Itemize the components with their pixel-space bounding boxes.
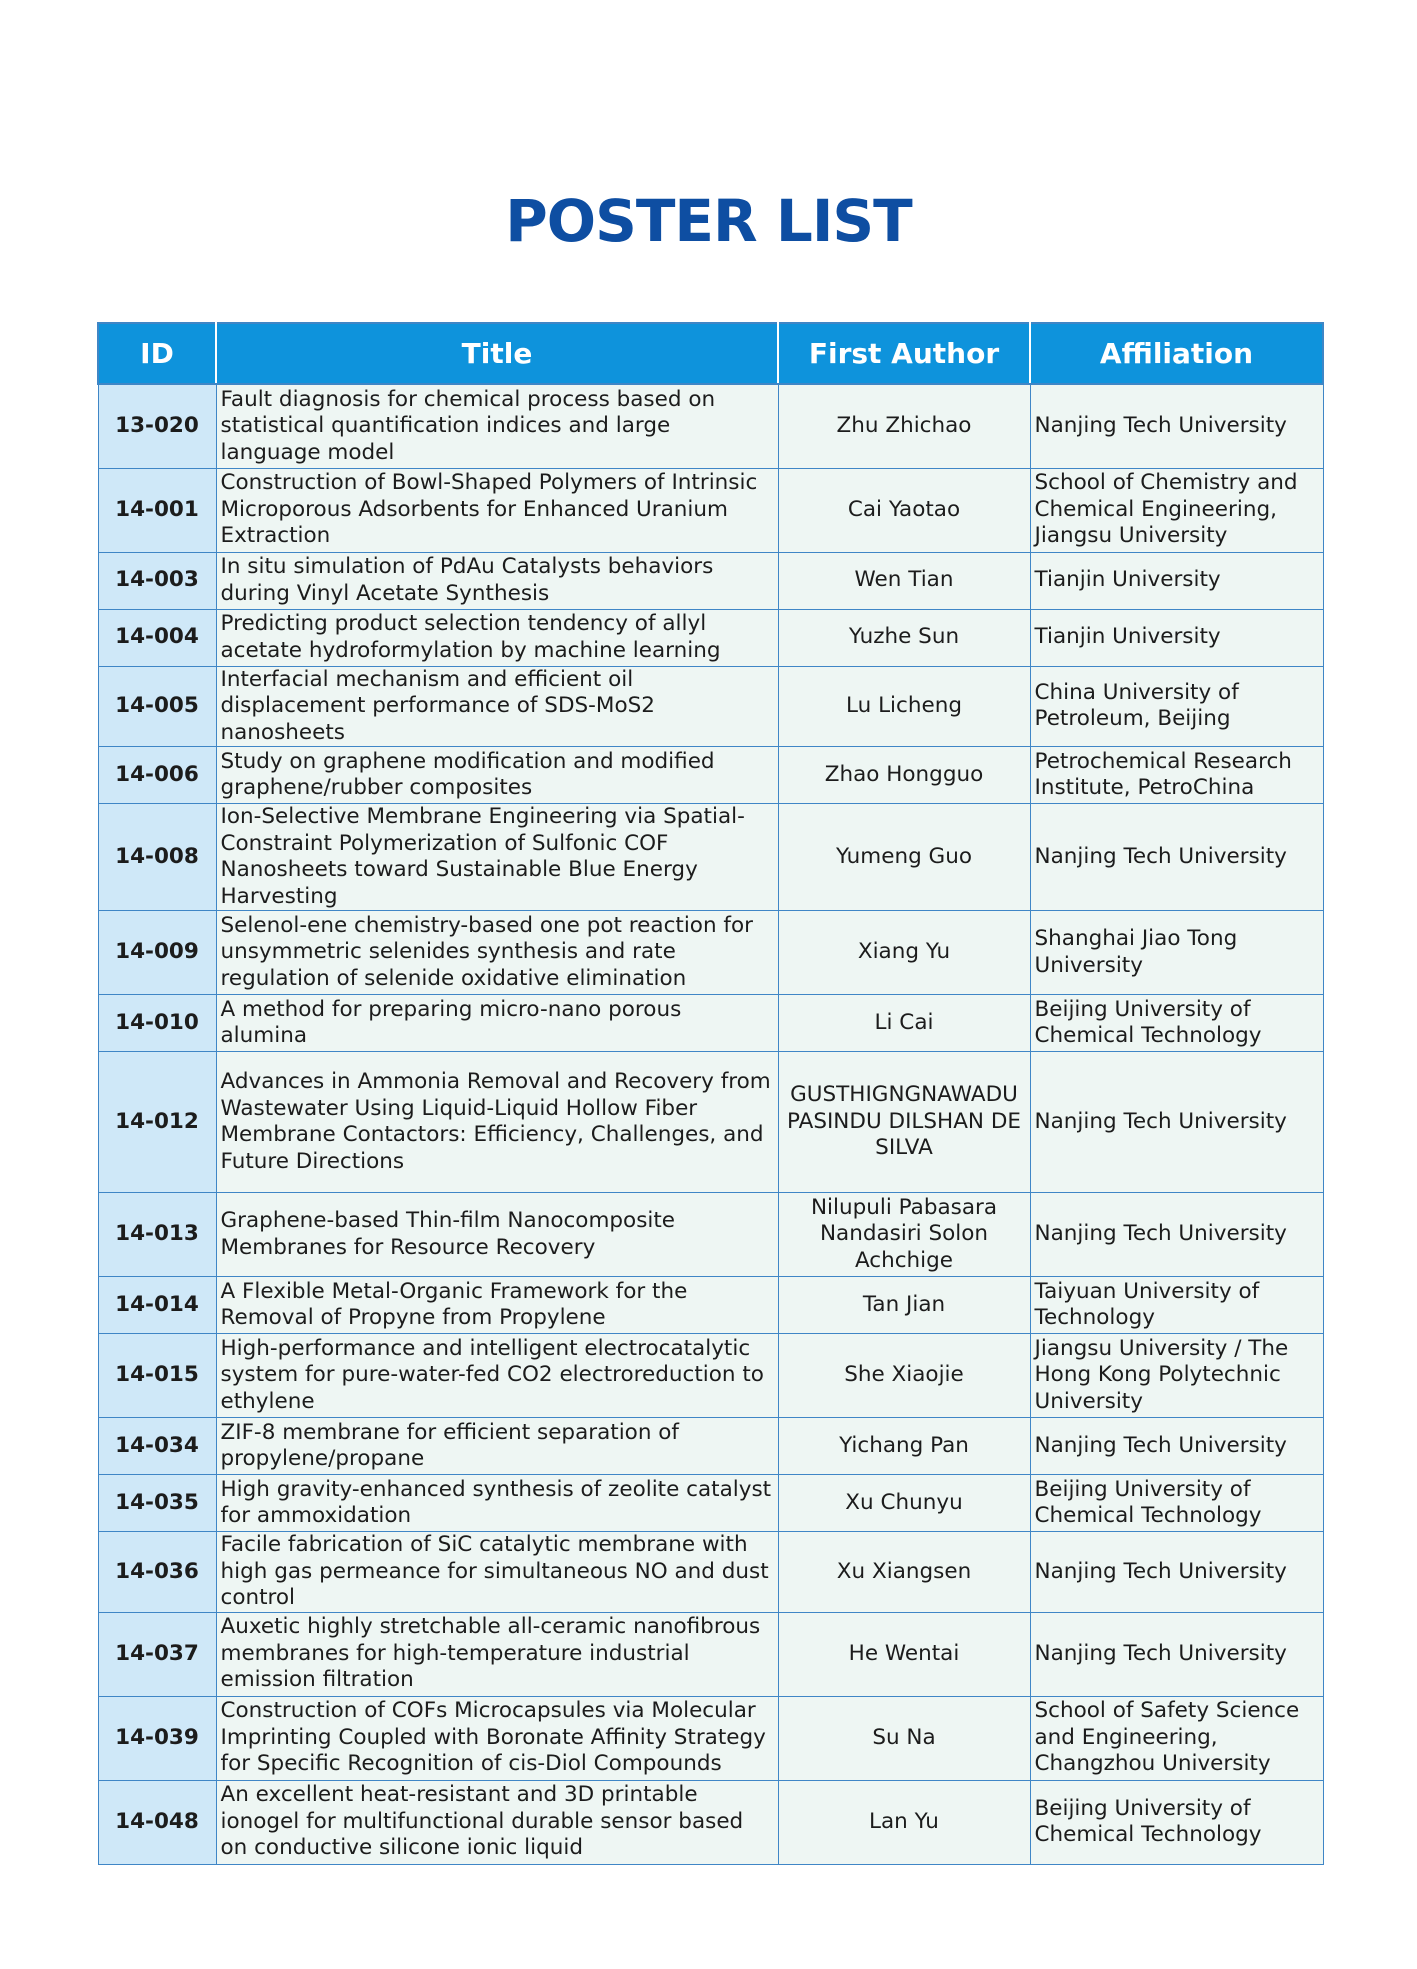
- poster-id: 14-015: [98, 1334, 216, 1418]
- header-id: ID: [98, 323, 216, 384]
- table-row: [98, 1277, 1323, 1334]
- poster-title: High-performance and intelligent electrocatalytic system for pure-water-fed CO2 electroreduction to ethylene: [216, 1334, 778, 1418]
- poster-id: 14-036: [98, 1532, 216, 1613]
- poster-author: Yichang Pan: [778, 1418, 1030, 1475]
- table-row: [98, 1696, 1323, 1780]
- poster-affiliation: Beijing University of Chemical Technology: [1030, 995, 1323, 1052]
- poster-affiliation: Nanjing Tech University: [1030, 804, 1323, 911]
- poster-title: Ion-Selective Membrane Engineering via Spatial-Constraint Polymerization of Sulfonic COF Nanosheets toward Sustainable Blue Energy Harvesting: [216, 804, 778, 911]
- table-row: [98, 747, 1323, 804]
- poster-title: In situ simulation of PdAu Catalysts behaviors during Vinyl Acetate Synthesis: [216, 552, 778, 609]
- poster-title: Interfacial mechanism and efficient oil displacement performance of SDS-MoS2 nanosheets: [216, 666, 778, 747]
- poster-id: 14-034: [98, 1418, 216, 1475]
- table-row: [98, 1475, 1323, 1532]
- table-row: [98, 1334, 1323, 1418]
- table-row: [98, 1052, 1323, 1193]
- poster-affiliation: Beijing University of Chemical Technology: [1030, 1780, 1323, 1864]
- poster-id: 14-003: [98, 552, 216, 609]
- poster-affiliation: Tianjin University: [1030, 609, 1323, 666]
- poster-title: Auxetic highly stretchable all-ceramic nanofibrous membranes for high-temperature industrial emission filtration: [216, 1612, 778, 1696]
- poster-id: 14-009: [98, 911, 216, 995]
- poster-id: 13-020: [98, 384, 216, 468]
- poster-id: 14-008: [98, 804, 216, 911]
- table-row: [98, 384, 1323, 468]
- poster-affiliation: Nanjing Tech University: [1030, 1418, 1323, 1475]
- poster-id: 14-004: [98, 609, 216, 666]
- table-row: [98, 1532, 1323, 1613]
- table-header-row: [98, 323, 1323, 384]
- poster-author: Xu Xiangsen: [778, 1532, 1030, 1613]
- poster-author: Tan Jian: [778, 1277, 1030, 1334]
- poster-affiliation: Shanghai Jiao Tong University: [1030, 911, 1323, 995]
- poster-affiliation: Jiangsu University / The Hong Kong Polytechnic University: [1030, 1334, 1323, 1418]
- poster-author: Wen Tian: [778, 552, 1030, 609]
- table-row: [98, 1418, 1323, 1475]
- poster-id: 14-039: [98, 1696, 216, 1780]
- poster-id: 14-010: [98, 995, 216, 1052]
- poster-title: Construction of Bowl-Shaped Polymers of Intrinsic Microporous Adsorbents for Enhanced Uranium Extraction: [216, 468, 778, 552]
- poster-author: GUSTHIGNGNAWADU PASINDU DILSHAN DE SILVA: [778, 1052, 1030, 1193]
- poster-affiliation: School of Chemistry and Chemical Engineering, Jiangsu University: [1030, 468, 1323, 552]
- poster-title: Fault diagnosis for chemical process based on statistical quantification indices and large language model: [216, 384, 778, 468]
- poster-affiliation: Nanjing Tech University: [1030, 1052, 1323, 1193]
- poster-author: Zhu Zhichao: [778, 384, 1030, 468]
- poster-id: 14-012: [98, 1052, 216, 1193]
- poster-title: Construction of COFs Microcapsules via Molecular Imprinting Coupled with Boronate Affinity Strategy for Specific Recognition of cis-Diol Compounds: [216, 1696, 778, 1780]
- poster-author: Yuzhe Sun: [778, 609, 1030, 666]
- poster-affiliation: China University of Petroleum, Beijing: [1030, 666, 1323, 747]
- poster-author: Xu Chunyu: [778, 1475, 1030, 1532]
- poster-author: Yumeng Guo: [778, 804, 1030, 911]
- poster-affiliation: School of Safety Science and Engineering, Changzhou University: [1030, 1696, 1323, 1780]
- poster-title: Facile fabrication of SiC catalytic membrane with high gas permeance for simultaneous NO and dust control: [216, 1532, 778, 1613]
- poster-title: A method for preparing micro-nano porous alumina: [216, 995, 778, 1052]
- poster-id: 14-013: [98, 1193, 216, 1277]
- poster-affiliation: Tianjin University: [1030, 552, 1323, 609]
- table-row: [98, 552, 1323, 609]
- poster-title: High gravity-enhanced synthesis of zeolite catalyst for ammoxidation: [216, 1475, 778, 1532]
- page-title: POSTER LIST: [505, 187, 912, 255]
- poster-affiliation: Nanjing Tech University: [1030, 384, 1323, 468]
- poster-title: An excellent heat-resistant and 3D printable ionogel for multifunctional durable sensor based on conductive silicone ionic liquid: [216, 1780, 778, 1864]
- poster-title: A Flexible Metal-Organic Framework for the Removal of Propyne from Propylene: [216, 1277, 778, 1334]
- table-row: [98, 1780, 1323, 1864]
- poster-author: Su Na: [778, 1696, 1030, 1780]
- poster-id: 14-035: [98, 1475, 216, 1532]
- poster-affiliation: Petrochemical Research Institute, PetroChina: [1030, 747, 1323, 804]
- table-row: [98, 1193, 1323, 1277]
- poster-title: Study on graphene modification and modified graphene/rubber composites: [216, 747, 778, 804]
- poster-affiliation: Nanjing Tech University: [1030, 1612, 1323, 1696]
- poster-author: Zhao Hongguo: [778, 747, 1030, 804]
- poster-author: Xiang Yu: [778, 911, 1030, 995]
- poster-affiliation: Nanjing Tech University: [1030, 1532, 1323, 1613]
- poster-table: [97, 322, 1324, 1865]
- poster-id: 14-037: [98, 1612, 216, 1696]
- poster-author: She Xiaojie: [778, 1334, 1030, 1418]
- poster-id: 14-014: [98, 1277, 216, 1334]
- poster-author: He Wentai: [778, 1612, 1030, 1696]
- poster-title: ZIF-8 membrane for efficient separation of propylene/propane: [216, 1418, 778, 1475]
- poster-title: Advances in Ammonia Removal and Recovery from Wastewater Using Liquid-Liquid Hollow Fiber Membrane Contactors: Efficiency, Challenges, and Future Directions: [216, 1052, 778, 1193]
- poster-id: 14-005: [98, 666, 216, 747]
- poster-title: Selenol-ene chemistry-based one pot reaction for unsymmetric selenides synthesis and rate regulation of selenide oxidative elimination: [216, 911, 778, 995]
- poster-title: Graphene-based Thin-film Nanocomposite Membranes for Resource Recovery: [216, 1193, 778, 1277]
- poster-id: 14-048: [98, 1780, 216, 1864]
- header-first-author: First Author: [778, 323, 1030, 384]
- table-row: [98, 911, 1323, 995]
- poster-id: 14-006: [98, 747, 216, 804]
- poster-title: Predicting product selection tendency of allyl acetate hydroformylation by machine learning: [216, 609, 778, 666]
- poster-author: Lu Licheng: [778, 666, 1030, 747]
- table-row: [98, 468, 1323, 552]
- table-row: [98, 995, 1323, 1052]
- header-title: Title: [216, 323, 778, 384]
- poster-author: Cai Yaotao: [778, 468, 1030, 552]
- poster-affiliation: Taiyuan University of Technology: [1030, 1277, 1323, 1334]
- poster-affiliation: Beijing University of Chemical Technology: [1030, 1475, 1323, 1532]
- poster-author: Lan Yu: [778, 1780, 1030, 1864]
- table-row: [98, 804, 1323, 911]
- poster-id: 14-001: [98, 468, 216, 552]
- header-affiliation: Affiliation: [1030, 323, 1323, 384]
- poster-author: Nilupuli Pabasara Nandasiri Solon Achchige: [778, 1193, 1030, 1277]
- table-row: [98, 1612, 1323, 1696]
- table-row: [98, 666, 1323, 747]
- table-row: [98, 609, 1323, 666]
- poster-author: Li Cai: [778, 995, 1030, 1052]
- poster-affiliation: Nanjing Tech University: [1030, 1193, 1323, 1277]
